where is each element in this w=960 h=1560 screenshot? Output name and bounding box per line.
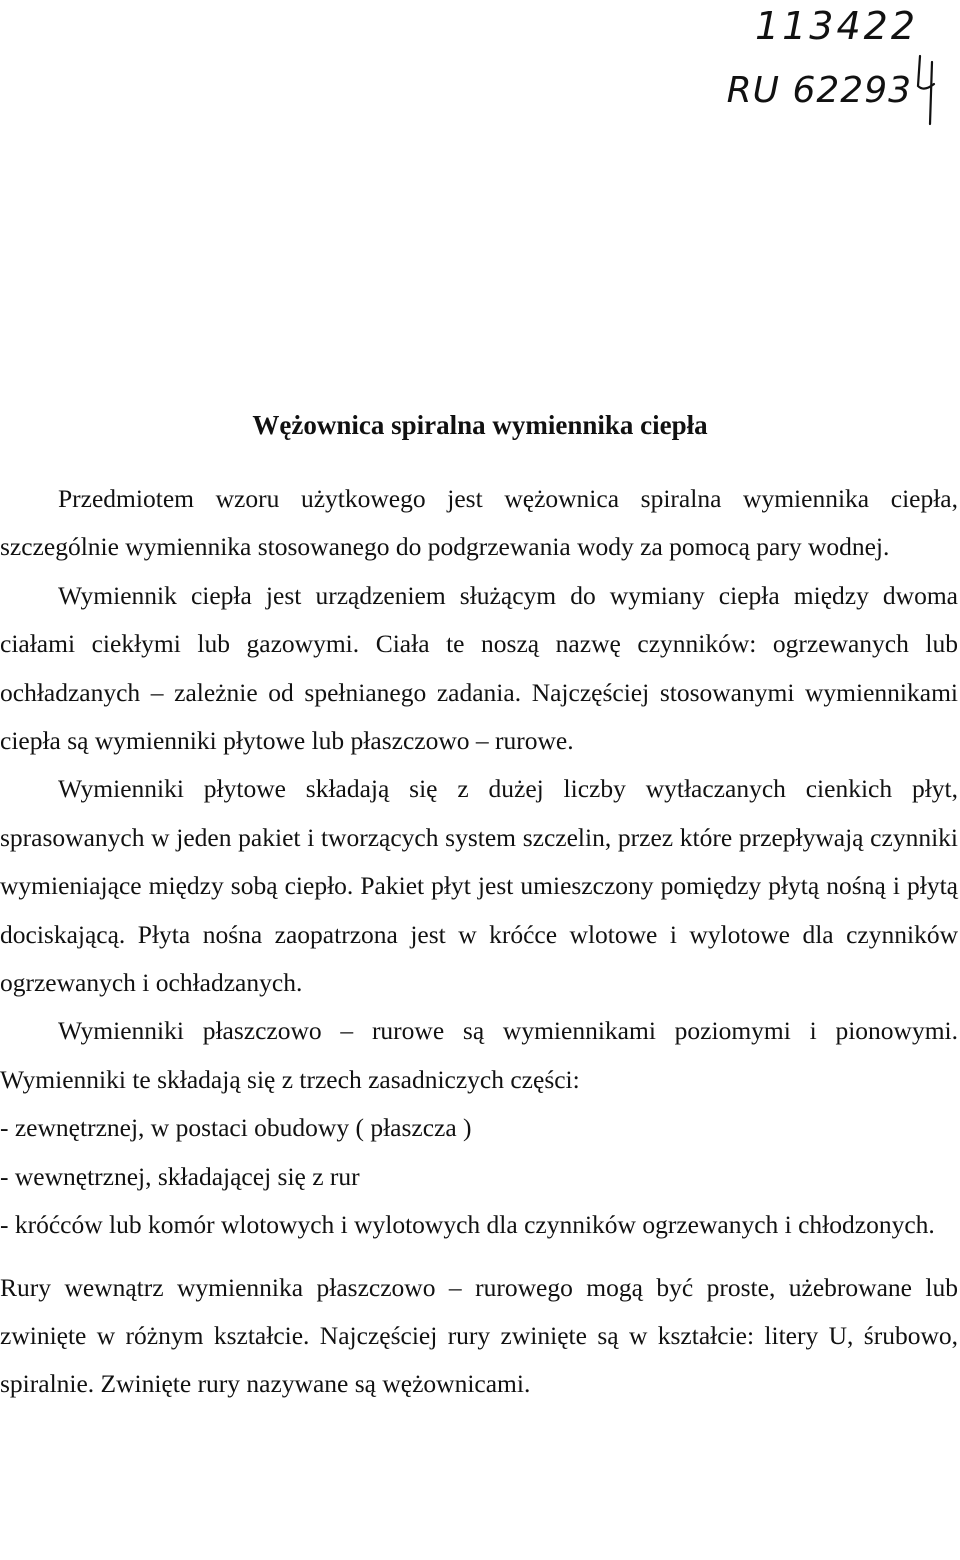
list-item: - wewnętrznej, składającej się z rur — [0, 1161, 360, 1191]
paragraph-intro: Przedmiotem wzoru użytkowego jest wężownica spiralna wymiennika ciepła, szczególnie wymiennika stosowanego do podgrzewania wody za pomocą pary wodnej. — [0, 484, 958, 562]
paragraph-shell-tube-exchangers: Wymienniki płaszczowo – rurowe są wymiennikami poziomymi i pionowymi. Wymienniki te składają się z trzech zasadniczych części: — [0, 1016, 958, 1094]
list-item: - króćców lub komór wlotowych i wylotowych dla czynników ogrzewanych i chłodzonych. — [0, 1210, 935, 1240]
handwritten-reference: RU 62293 — [726, 70, 912, 111]
handwritten-mark-icon — [914, 52, 938, 128]
component-list — [0, 1104, 958, 1249]
paragraph-plate-exchangers: Wymienniki płytowe składają się z dużej liczby wytłaczanych cienkich płyt, sprasowanych w jeden pakiet i tworzących system szczelin, przez które przepływają czynniki wymieniające między sobą ciepło. Pakiet płyt jest umieszczony pomiędzy płytą nośną i płytą dociskającą. Płyta nośna zaopatrzona jest w króćce wlotowe i wylotowe dla czynników ogrzewanych i ochładzanych. — [0, 774, 958, 998]
document-body — [0, 475, 958, 1409]
paragraph-heat-exchanger: Wymiennik ciepła jest urządzeniem służącym do wymiany ciepła między dwoma ciałami ciekłymi lub gazowymi. Ciała te noszą nazwę czynników: ogrzewanych lub ochładzanych – zależnie od spełnianego zadania. Najczęściej stosowanymi wymiennikami ciepła są wymienniki płytowe lub płaszczowo – rurowe. — [0, 580, 958, 756]
document-title: Wężownica spiralna wymiennika ciepła — [252, 410, 708, 440]
handwritten-number: 113422 — [754, 4, 918, 48]
paragraph-tubes: Rury wewnątrz wymiennika płaszczowo – rurowego mogą być proste, użebrowane lub zwinięte w różnym kształcie. Najczęściej rury zwinięte są w kształcie: litery U, śrubowo, spiralnie. Zwinięte rury nazywane są wężownicami. — [0, 1272, 958, 1399]
list-item: - zewnętrznej, w postaci obudowy ( płaszcza ) — [0, 1113, 472, 1143]
